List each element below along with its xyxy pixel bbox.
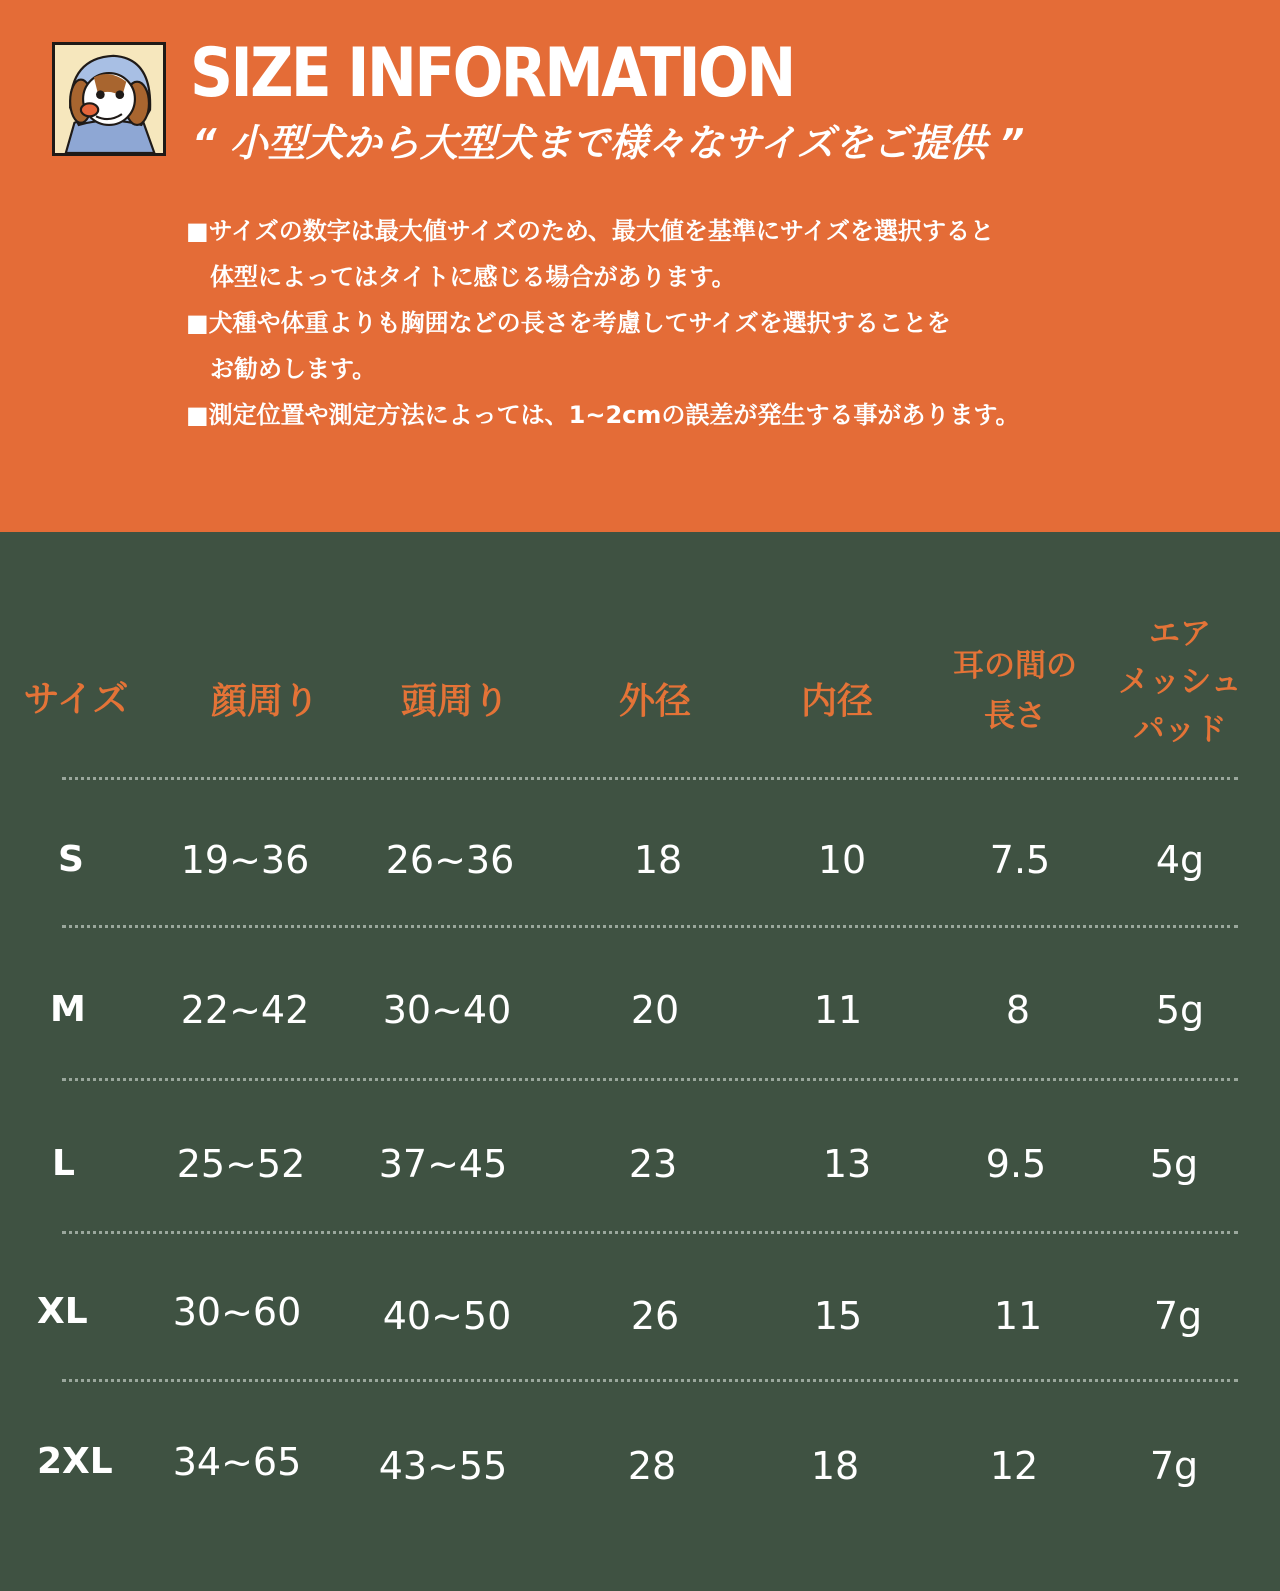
header-face-circumference: 顔周り — [210, 681, 319, 722]
outer-value: 26 — [630, 1294, 680, 1338]
row-divider — [62, 777, 1238, 780]
head-value: 37~45 — [378, 1142, 508, 1186]
ear-value: 7.5 — [989, 838, 1051, 882]
size-info-header-section — [0, 0, 1280, 532]
header-outer-diameter: 外径 — [618, 681, 691, 722]
size-notes — [186, 208, 1086, 438]
header-size: サイズ — [23, 679, 129, 720]
face-value: 30~60 — [172, 1290, 302, 1334]
ear-value: 8 — [1005, 988, 1031, 1032]
table-row — [0, 1422, 1280, 1502]
row-divider — [62, 1078, 1238, 1081]
table-row — [0, 970, 1280, 1050]
head-value: 30~40 — [382, 988, 512, 1032]
header-ear-distance-line1: 耳の間の — [953, 648, 1077, 684]
size-label: 2XL — [37, 1441, 113, 1482]
header-inner-diameter: 内径 — [800, 681, 873, 722]
header-ear-distance-line2: 長さ — [984, 698, 1046, 734]
size-label: S — [58, 839, 84, 880]
pad-value: 7g — [1149, 1444, 1199, 1488]
pad-value: 4g — [1155, 838, 1205, 882]
face-value: 34~65 — [172, 1440, 302, 1484]
tagline: “ 小型犬から大型犬まで様々なサイズをご提供 ” — [192, 121, 1025, 165]
dog-mascot-icon — [52, 42, 166, 156]
head-value: 43~55 — [378, 1444, 508, 1488]
pad-value: 7g — [1153, 1294, 1203, 1338]
inner-value: 10 — [817, 838, 867, 882]
note-line: ■犬種や体重よりも胸囲などの長さを考慮してサイズを選択することを — [186, 309, 951, 337]
pad-value: 5g — [1149, 1142, 1199, 1186]
face-value: 25~52 — [176, 1142, 306, 1186]
header-head-circumference: 頭周り — [400, 681, 509, 722]
size-label: XL — [37, 1291, 88, 1332]
note-line: ■サイズの数字は最大値サイズのため、最大値を基準にサイズを選択すると — [186, 217, 994, 245]
table-row — [0, 1272, 1280, 1352]
inner-value: 18 — [810, 1444, 860, 1488]
note-line: 体型によってはタイトに感じる場合があります。 — [210, 263, 736, 291]
header-air-mesh-pad-line3: パッド — [1133, 712, 1227, 748]
table-row — [0, 820, 1280, 900]
inner-value: 11 — [813, 988, 863, 1032]
row-divider — [62, 1379, 1238, 1382]
outer-value: 28 — [627, 1444, 677, 1488]
size-table — [0, 532, 1280, 1591]
note-line: ■測定位置や測定方法によっては、1~2cmの誤差が発生する事があります。 — [186, 401, 1020, 429]
outer-value: 18 — [633, 838, 683, 882]
face-value: 22~42 — [180, 988, 310, 1032]
pad-value: 5g — [1155, 988, 1205, 1032]
ear-value: 11 — [993, 1294, 1043, 1338]
ear-value: 9.5 — [985, 1142, 1047, 1186]
outer-value: 23 — [628, 1142, 678, 1186]
dog-mascot-icon-graphic — [55, 45, 163, 153]
row-divider — [62, 925, 1238, 928]
size-label: M — [50, 989, 86, 1030]
face-value: 19~36 — [180, 838, 310, 882]
header-air-mesh-pad-line1: エア — [1149, 616, 1211, 652]
head-value: 40~50 — [382, 1294, 512, 1338]
outer-value: 20 — [630, 988, 680, 1032]
size-label: L — [52, 1143, 75, 1184]
page-title: SIZE INFORMATION — [190, 34, 794, 113]
head-value: 26~36 — [385, 838, 515, 882]
row-divider — [62, 1231, 1238, 1234]
header-air-mesh-pad-line2: メッシュ — [1118, 664, 1242, 700]
note-line: お勧めします。 — [210, 355, 377, 383]
ear-value: 12 — [989, 1444, 1039, 1488]
inner-value: 13 — [822, 1142, 872, 1186]
inner-value: 15 — [813, 1294, 863, 1338]
table-row — [0, 1124, 1280, 1204]
